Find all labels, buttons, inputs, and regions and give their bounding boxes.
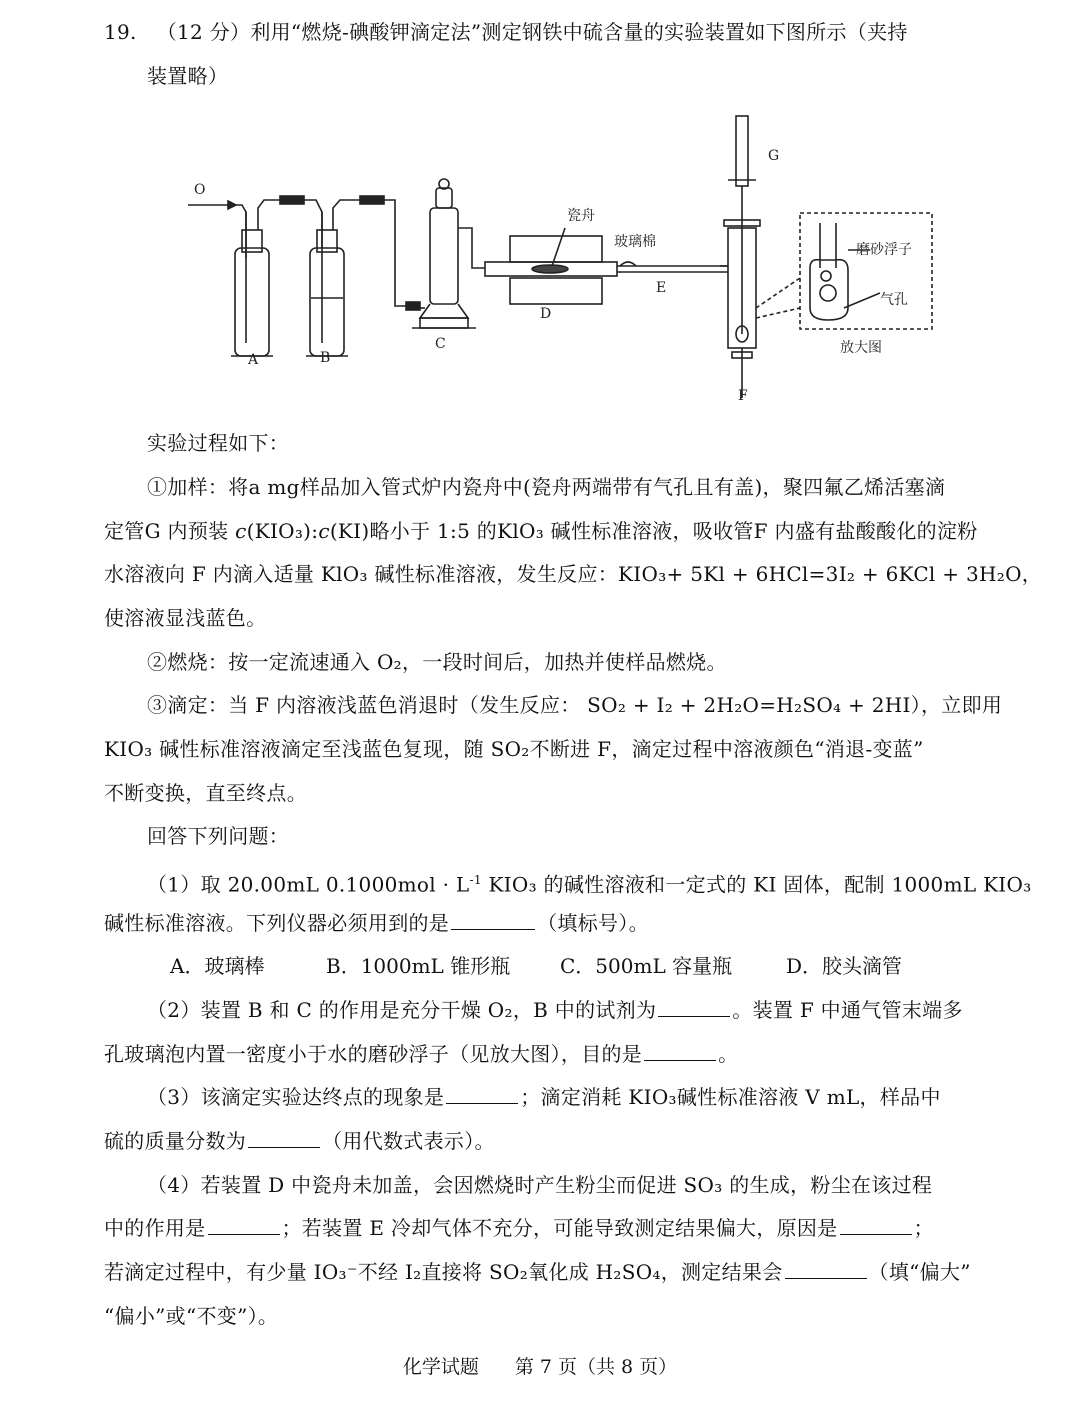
answer-blank-2[interactable] [658, 996, 730, 1017]
answer-blank-3[interactable] [644, 1040, 716, 1061]
answer-blank-8[interactable] [785, 1258, 867, 1279]
step3-line3: 不断变换，直至终点。 [104, 781, 307, 805]
label-b: B [320, 350, 331, 366]
label-f: F [738, 388, 748, 404]
step3-line2: KIO₃ 碱性标准溶液滴定至浅蓝色复现，随 SO₂不断进 F，滴定过程中溶液颜色“消退-变蓝” [104, 737, 924, 761]
answer-blank-6[interactable] [208, 1214, 280, 1235]
label-e: E [656, 280, 667, 296]
step2: ②燃烧：按一定流速通入 O₂，一段时间后，加热并使样品燃烧。 [147, 650, 727, 674]
label-hole: 气孔 [880, 292, 908, 308]
answer-heading: 回答下列问题： [147, 824, 290, 848]
option-d: D．胶头滴管 [786, 954, 903, 978]
apparatus-diagram [180, 108, 960, 408]
label-wool: 玻璃棉 [614, 234, 656, 250]
option-b: B．1000mL 锥形瓶 [326, 954, 511, 978]
q3-line1: （3）该滴定实验达终点的现象是 ；滴定消耗 KIO₃碱性标准溶液 V mL，样品中 [147, 1085, 941, 1109]
absorption-tube-f [720, 228, 756, 398]
label-c: C [435, 336, 446, 352]
label-boat: 瓷舟 [567, 208, 595, 224]
q4-line4: “偏小”或“不变”）。 [104, 1304, 279, 1328]
q2-line1: （2）装置 B 和 C 的作用是充分干燥 O₂，B 中的试剂为 。装置 F 中通气管末端多 [147, 998, 963, 1022]
process-heading: 实验过程如下： [147, 431, 290, 455]
step1-line3: 水溶液向 F 内滴入适量 KlO₃ 碱性标准溶液，发生反应：KIO₃+ 5Kl + 6HCl=3I₂ + 6KCl + 3H₂O， [104, 562, 1043, 586]
q1-line2: 碱性标准溶液。下列仪器必须用到的是 （填标号）。 [104, 911, 649, 935]
option-c: C．500mL 容量瓶 [560, 954, 733, 978]
question-number: 19. [104, 20, 137, 44]
zoom-inset [756, 213, 932, 329]
step1-line4: 使溶液显浅蓝色。 [104, 606, 267, 630]
label-d: D [540, 306, 552, 322]
question-line-2: 装置略） [147, 64, 229, 88]
q2-line2: 孔玻璃泡内置一密度小于水的磨砂浮子（见放大图），目的是 。 [104, 1042, 739, 1066]
burette-g [724, 116, 760, 228]
drying-tower-c [412, 179, 485, 328]
label-o: O [194, 182, 206, 198]
label-zoom: 放大图 [840, 340, 882, 356]
footer-page: 第 7 页（共 8 页） [514, 1356, 678, 1378]
question-intro: 利用“燃烧-碘酸钾滴定法”测定钢铁中硫含量的实验装置如下图所示（夹持 [250, 20, 908, 44]
q4-line2: 中的作用是 ；若装置 E 冷却气体不充分，可能导致测定结果偏大，原因是 ； [104, 1216, 934, 1240]
label-g: G [768, 148, 780, 164]
q4-line3: 若滴定过程中，有少量 IO₃⁻不经 I₂直接将 SO₂氧化成 H₂SO₄，测定结果会 （填“偏大” [104, 1260, 971, 1284]
gas-bottle-a [231, 200, 280, 356]
answer-blank-1[interactable] [451, 909, 535, 930]
question-score: （12 分） [156, 20, 251, 44]
label-a: A [248, 352, 259, 368]
oxygen-inlet-arrow [188, 201, 236, 209]
tube-furnace-d [485, 228, 617, 304]
step3-line1: ③滴定：当 F 内溶液浅蓝色消退时（发生反应： SO₂ + I₂ + 2H₂O=H₂SO₄ + 2HI），立即用 [147, 693, 1003, 717]
page-footer [0, 1352, 1080, 1379]
answer-blank-5[interactable] [248, 1127, 320, 1148]
q3-line2: 硫的质量分数为 （用代数式表示）。 [104, 1129, 495, 1153]
gas-bottle-b [306, 200, 360, 356]
step1-line1: ①加样：将a mg样品加入管式炉内瓷舟中(瓷舟两端带有气孔且有盖)，聚四氟乙烯活塞滴 [147, 475, 946, 499]
answer-blank-4[interactable] [446, 1083, 518, 1104]
option-a: A．玻璃棒 [170, 954, 265, 978]
q4-line1: （4）若装置 D 中瓷舟未加盖，会因燃烧时产生粉尘而促进 SO₃ 的生成，粉尘在该过程 [147, 1173, 933, 1197]
answer-blank-7[interactable] [840, 1214, 912, 1235]
q1-line1: （1）取 20.00mL $0.1000mol \cdot L^{-1}$ KIO₃ 的碱性溶液和一定式的 KI 固体，配制 1000mL KIO₃ [147, 872, 1032, 897]
cooling-tube-e [617, 262, 728, 272]
footer-subject: 化学试题 [402, 1356, 479, 1378]
label-float: 磨砂浮子 [856, 242, 912, 258]
step1-line2: 定管G 内预装 c(KIO₃):c(KI)略小于 1:5 的KlO₃ 碱性标准溶液，吸收管F 内盛有盐酸酸化的淀粉 [104, 519, 978, 543]
question-line-1 [104, 18, 908, 46]
